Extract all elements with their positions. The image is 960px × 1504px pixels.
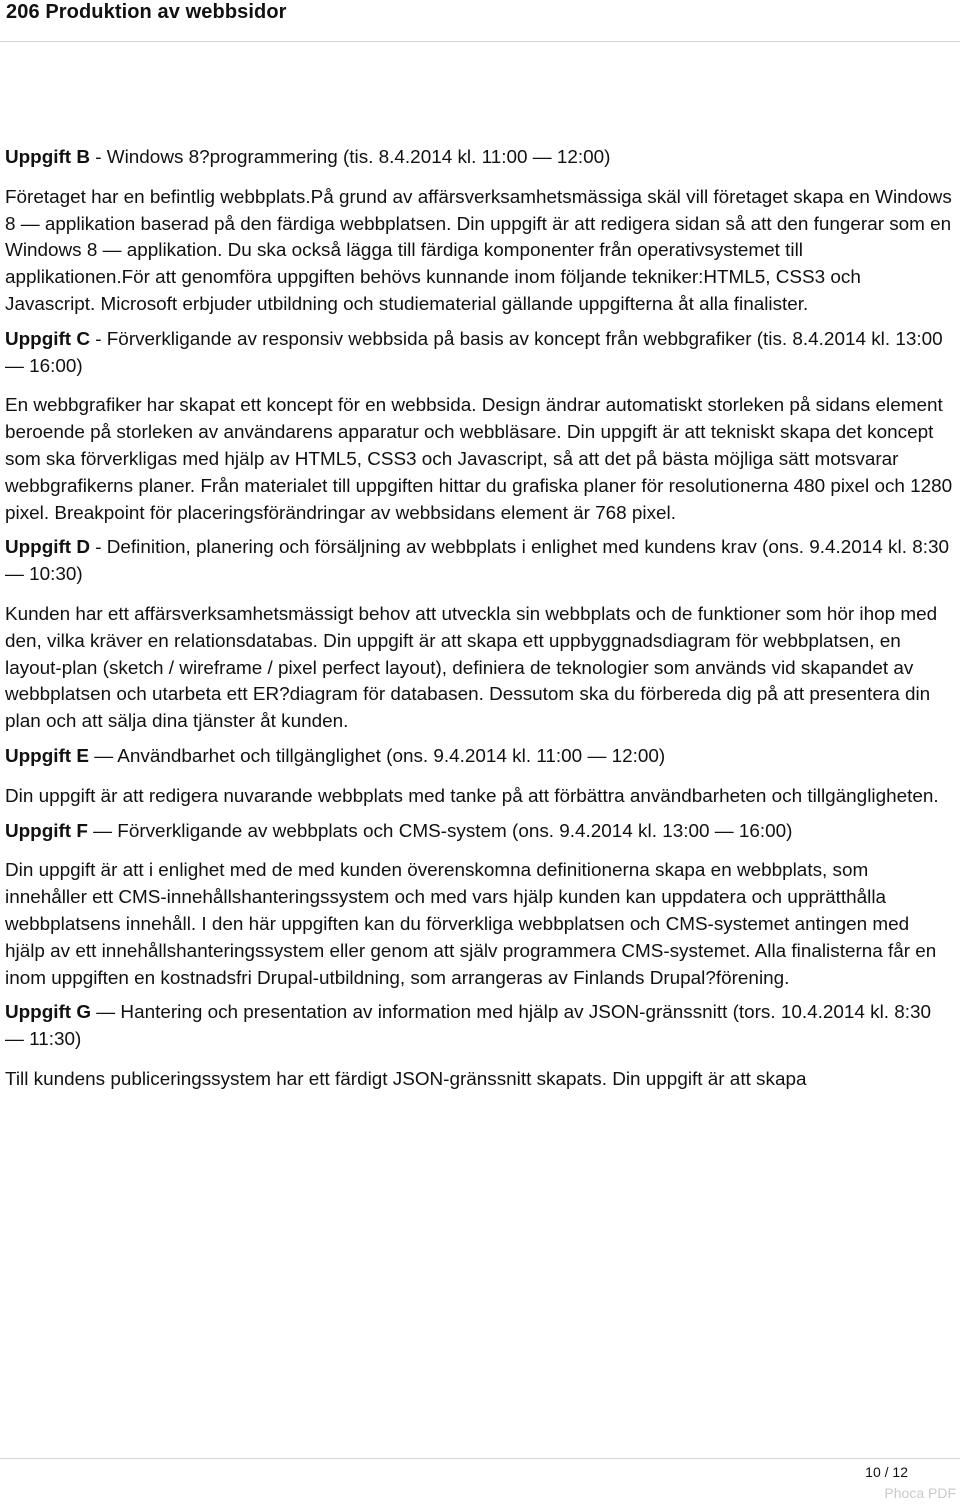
task-e-body: Din uppgift är att redigera nuvarande webbplats med tanke på att förbättra användbarheten och tillgängligheten. [5,785,939,807]
page-header [0,0,960,24]
task-b-title: - Windows 8?programmering (tis. 8.4.2014 kl. 11:00 — 12:00) [89,147,611,168]
task-c-title: - Förverkligande av responsiv webbsida på basis av koncept från webbgrafiker (tis. 8.4.2014 kl. 13:00 — 16:00) [5,328,943,377]
task-g-title: — Hantering och presentation av information med hjälp av JSON-gränssnitt (tors. 10.4.2014 kl. 8:30 — 11:30) [5,1002,932,1051]
task-e-label: Uppgift E [5,745,89,767]
page-title: 206 Produktion av webbsidor [6,1,287,23]
footer-brand: Phoca PDF [884,1485,956,1501]
task-b-body: Företaget har en befintlig webbplats.På grund av affärsverksamhetsmässiga skäl vill företaget skapa en Windows 8 — applikation baserad på den färdiga webbplatsen. Din uppgift är att redigera sidan så att den fungerar som en Windows 8 — applikation. Du ska också lägga till färdiga komponenter från operativsystemet till applikationen.För att genomföra uppgiften behövs kunnande inom följande tekniker:HTML5, CSS3 och Javascript. Microsoft erbjuder utbildning och studiematerial gällande uppgifterna åt alla finalister. [5,186,952,315]
task-c-label: Uppgift C [5,328,90,350]
task-g-body: Till kundens publiceringssystem har ett färdigt JSON-gränssnitt skapats. Din uppgift är att skapa [5,1068,807,1090]
document-body [5,145,953,1094]
task-g-heading [5,1000,953,1054]
task-d-title: - Definition, planering och försäljning av webbplats i enlighet med kundens krav (ons. 9.4.2014 kl. 8:30 — 10:30) [5,537,949,586]
task-f-label: Uppgift F [5,820,88,842]
task-c-heading [5,327,953,381]
task-d-heading [5,535,953,589]
task-c-body: En webbgrafiker har skapat ett koncept för en webbsida. Design ändrar automatiskt storleken på sidans element beroende på storleken av användarens apparatur och webbläsare. Din uppgift är att tekniskt skapa det koncept som ska förverkligas med hjälp av HTML5, CSS3 och Javascript, så att det på bästa möjliga sätt motsvarar webbgrafikerns planer. Från materialet till uppgiften hittar du grafiska planer för resolutionerna 480 pixel och 1280 pixel. Breakpoint för placeringsförändringar av webbsidans element är 768 pixel. [5,395,953,524]
task-g-label: Uppgift G [5,1002,92,1024]
task-f-title: — Förverkligande av webbplats och CMS-system (ons. 9.4.2014 kl. 13:00 — 16:00) [87,820,793,842]
footer-divider [0,1458,960,1459]
task-e-title: — Användbarhet och tillgänglighet (ons. 9.4.2014 kl. 11:00 — 12:00) [88,745,666,767]
page-number: 10 / 12 [865,1464,908,1480]
task-d-body: Kunden har ett affärsverksamhetsmässigt behov att utveckla sin webbplats och de funktioner som hör ihop med den, vilka kräver en relationsdatabas. Din uppgift är att skapa ett uppbyggnadsdiagram för webbplatsen, en layout-plan (sketch / wireframe / pixel perfect layout), definiera de teknologier som används vid skapandet av webbplatsen och utarbeta ett ER?diagram för databasen. Dessutom ska du förbereda dig på att presentera din plan och att sälja dina tjänster åt kunden. [5,603,938,733]
header-divider [0,41,960,42]
task-b-label: Uppgift B [5,147,90,168]
task-e-heading [5,744,953,771]
task-d-label: Uppgift D [5,537,90,559]
task-f-heading [5,819,953,846]
task-f-body: Din uppgift är att i enlighet med de med kunden överenskomna definitionerna skapa en webbplats, som innehåller ett CMS-innehållshanteringssystem och med vars hjälp kunden kan uppdatera och upprätthålla webbplatsens innehåll. I den här uppgiften kan du förverkliga webbplatsen och CMS-systemet antingen med hjälp av ett innehållshanteringssystem eller genom att själv programmera CMS-systemet. Alla finalisterna får en inom uppgiften en kostnadsfri Drupal-utbildning, som arrangeras av Finlands Drupal?förening. [5,860,937,989]
task-b-heading [5,145,953,172]
